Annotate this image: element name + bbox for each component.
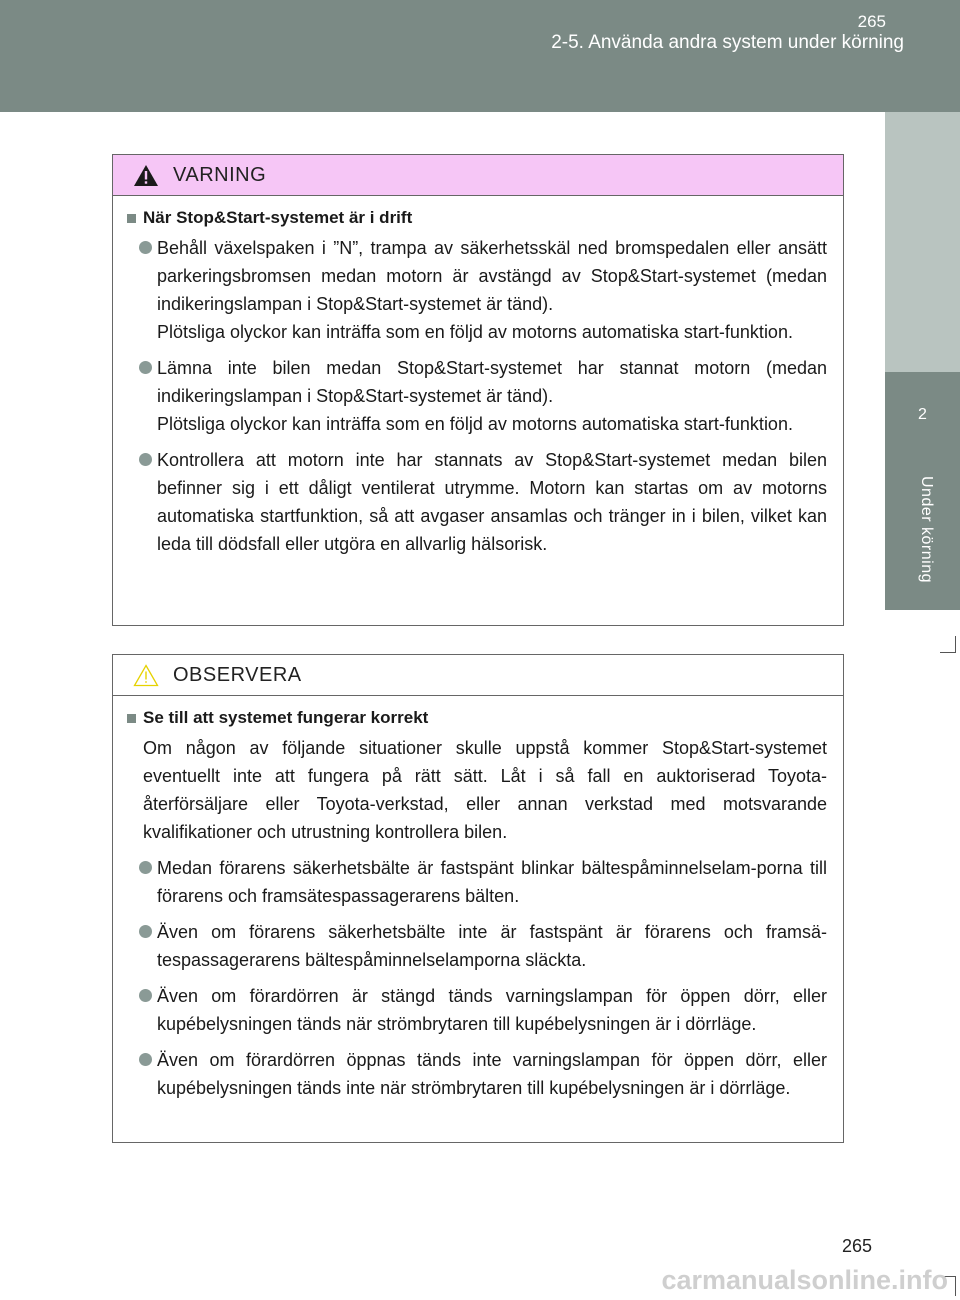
notice-heading-text: Se till att systemet fungerar korrekt [143,708,429,727]
warning-bullet-consequence: Plötsliga olyckor kan inträffa som en följd av motorns automatiska start-funktion. [157,414,793,434]
chapter-number: 2 [918,406,927,423]
warning-bullet-text: Kontrollera att motorn inte har stannats av Stop&Start-systemet medan bilen befinner sig i ett dåligt ventilerat utrymme. Motorn kan startas om av motorns automatiska startfunktion, så att avgaser ansamlas och tränger in i bilen, vilket kan leda till dödsfall eller utgöra en allvarlig hälsorisk. [157,450,827,554]
warning-heading [127,208,827,228]
warning-bullet [127,234,827,346]
header-page-number: 265 [857,12,886,31]
bullet-dot-icon [139,241,152,254]
square-bullet-icon [127,214,136,223]
warning-heading-text: När Stop&Start-systemet är i drift [143,208,413,227]
square-bullet-icon [127,714,136,723]
bullet-dot-icon [139,925,152,938]
page-number: 265 [841,1236,872,1256]
notice-bullet [127,918,827,974]
notice-bullet [127,982,827,1038]
warning-bullet [127,354,827,438]
caution-triangle-icon [133,664,159,687]
margin-tick [955,636,956,652]
warning-triangle-icon [133,164,159,187]
warning-bullet-text: Lämna inte bilen medan Stop&Start-systemet har stannat motorn (medan indikeringslampan i Stop&Start-systemet är tänd). [157,358,827,406]
notice-bullet-text: Även om förardörren är stängd tänds varningslampan för öppen dörr, eller kupébelysningen tänds när strömbrytaren till kupébelysningen är i dörrläge. [157,986,827,1034]
notice-bullet-text: Även om förarens säkerhetsbälte inte är fastspänt är förarens och framsä-tespassagerarens bältespåminnelselamporna släckta. [157,922,827,970]
notice-bullet [127,1046,827,1102]
bullet-dot-icon [139,989,152,1002]
warning-box [112,154,844,626]
notice-box [112,654,844,1143]
notice-intro: Om någon av följande situationer skulle uppstå kommer Stop&Start-systemet eventuellt inte att fungera på rätt sätt. Låt i så fall en auktoriserad Toyota-återförsäljare eller Toyota-verkstad, eller annan verkstad med motsvarande kvalifikationer och utrustning kontrollera bilen. [143,738,827,842]
margin-tick [955,1276,956,1296]
warning-bullet [127,446,827,558]
notice-heading [127,708,827,728]
warning-bullet-consequence: Plötsliga olyckor kan inträffa som en följd av motorns automatiska start-funktion. [157,322,793,342]
notice-header [113,655,843,696]
bullet-dot-icon [139,453,152,466]
warning-header [113,155,843,196]
side-tab-upper [885,112,960,372]
bullet-dot-icon [139,361,152,374]
side-tab-chapter [885,372,960,610]
bullet-dot-icon [139,861,152,874]
bullet-dot-icon [139,1053,152,1066]
chapter-label: Under körning [918,476,935,583]
margin-tick [940,652,956,653]
section-title: 2-5. Använda andra system under körning [551,32,904,53]
notice-bullet-text: Även om förardörren öppnas tänds inte varningslampan för öppen dörr, eller kupébelysningen tänds inte när strömbrytaren till kupébelysningen är i dörrläge. [157,1050,827,1098]
warning-bullet-text: Behåll växelspaken i ”N”, trampa av säkerhetsskäl ned bromspedalen eller ansätt parkeringsbromsen medan motorn är avstängd av Stop&Start-systemet (medan indikeringslampan i Stop&Start-systemet är tänd). [157,238,827,314]
notice-title: OBSERVERA [173,663,302,686]
notice-bullet [127,854,827,910]
header-band [0,0,960,112]
warning-title: VARNING [173,163,267,186]
notice-bullet-text: Medan förarens säkerhetsbälte är fastspänt blinkar bältespåminnelselam-porna till förarens och framsätespassagerarens bälten. [157,858,827,906]
watermark: carmanualsonline.info [661,1265,948,1295]
